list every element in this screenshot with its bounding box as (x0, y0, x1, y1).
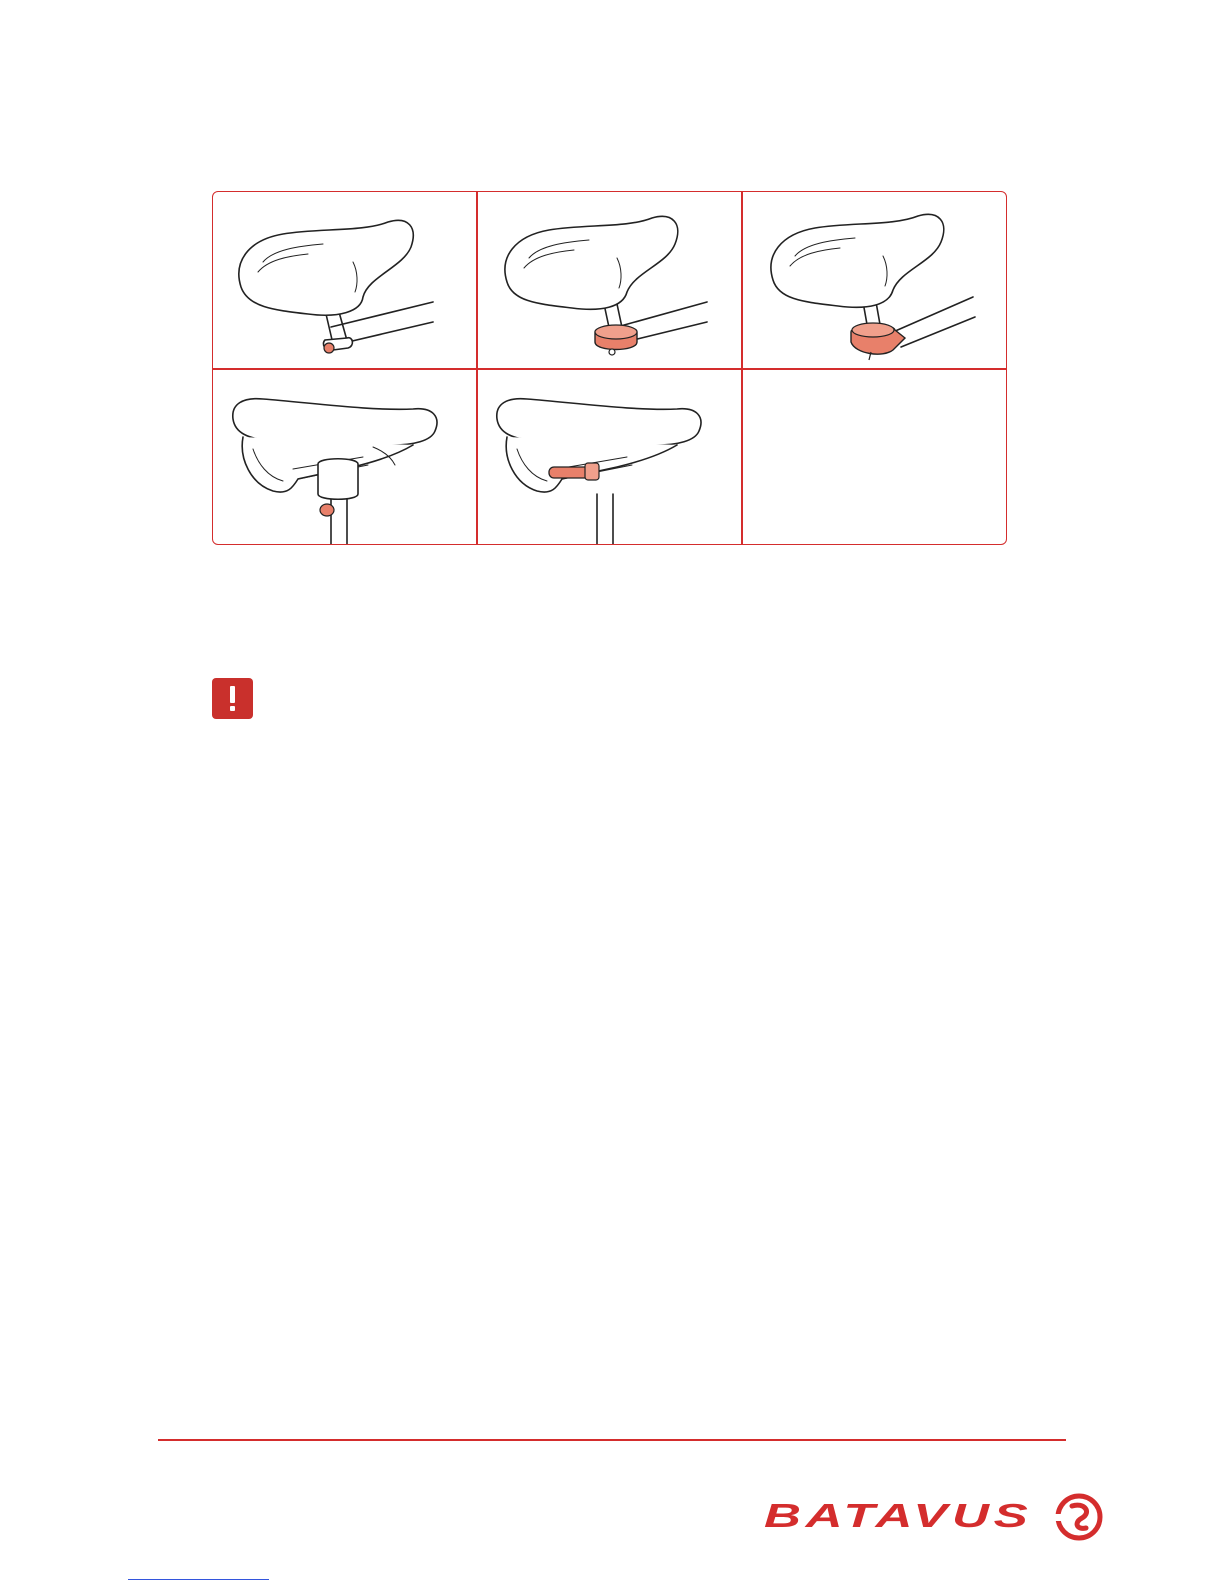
footer-link[interactable] (128, 1579, 269, 1580)
exclamation-icon (212, 678, 253, 719)
illustration-grid (212, 191, 1007, 545)
saddle-clamp-open-icon (743, 192, 1007, 368)
batavus-logo-icon (1054, 1492, 1104, 1542)
saddle-clamp-highlighted-icon (477, 192, 741, 368)
saddle-quick-release-closed-icon (213, 192, 476, 368)
brand-name: BATAVUS (764, 1497, 1033, 1534)
brand-logo (764, 1492, 1104, 1542)
saddle-underside-bolt-icon (213, 369, 476, 545)
footer-divider (158, 1439, 1066, 1441)
empty-cell (743, 369, 1007, 545)
saddle-underside-lever-icon (477, 369, 741, 545)
